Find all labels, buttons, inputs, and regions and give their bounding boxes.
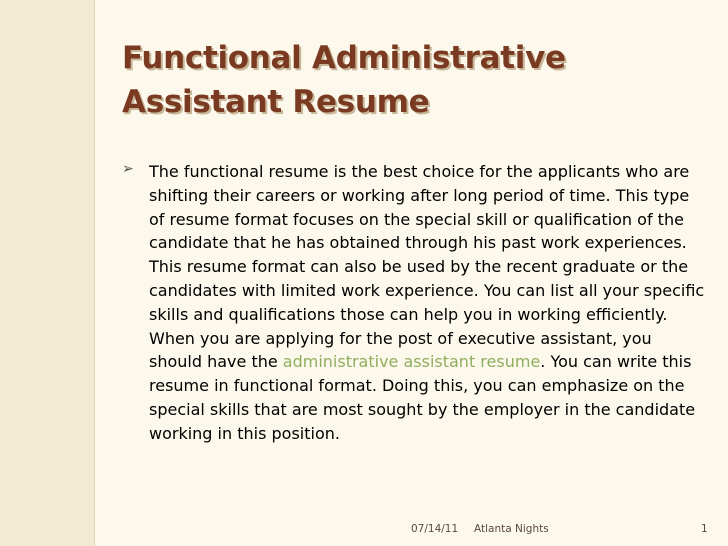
body-text-part-1: The functional resume is the best choice for the applicants who are shifting their careers or working after long period of time. This type of resume format focuses on the special skill or qualification of the candidate that he has obtained through his past work experiences. This resume format can also be used by the recent graduate or the candidates with limited work experience. You can list all your specific skills and qualifications those can help you in working efficiently. When you are applying for the post of executive assistant, you should have the	[149, 162, 705, 372]
slide-body	[122, 160, 708, 446]
slide-title-line-1: Functional Administrative	[122, 40, 566, 76]
slide-title	[122, 36, 712, 124]
footer-title: Atlanta Nights	[474, 523, 549, 535]
margin-divider	[94, 0, 95, 546]
arrow-bullet-icon: ➢	[122, 161, 134, 177]
bullet-paragraph	[149, 160, 708, 446]
administrative-assistant-resume-link[interactable]: administrative assistant resume	[282, 352, 541, 372]
body-text-part-2: . You can write this resume in functional format. Doing this, you can emphasize on the special skills that are most sought by the employer in the candidate working in this position.	[149, 352, 696, 443]
footer-date: 07/14/11	[411, 523, 459, 535]
slide-title-line-2: Assistant Resume	[122, 84, 430, 120]
left-margin-band	[0, 0, 94, 546]
footer-page-number: 1	[701, 523, 708, 535]
